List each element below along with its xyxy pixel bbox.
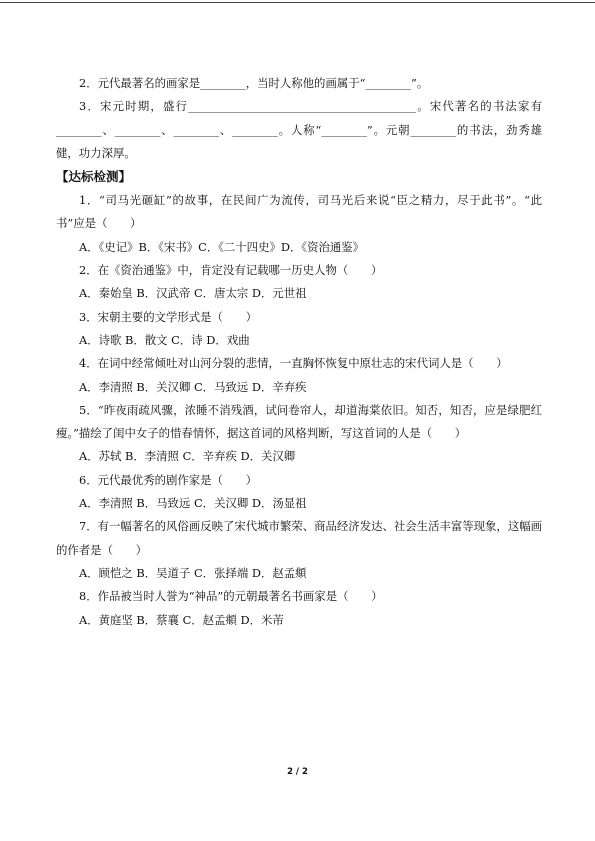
question-3-options: A．诗歌 B．散文 C．诗 D．戏曲	[79, 332, 250, 347]
question-6: 6．元代最优秀的剧作家是（ ）	[79, 472, 258, 487]
section-title: 【达标检测】	[56, 169, 132, 185]
question-1-options: A．《史记》B．《宋书》C．《二十四史》D．《资治通鉴》	[79, 239, 365, 254]
question-1: 1．“司马光砸缸”的故事，在民间广为流传，司马光后来说“臣之精力，尽于此书”。“此书”应是（ ）	[56, 193, 542, 231]
page-content	[56, 72, 542, 632]
question-2: 2．在《资治通鉴》中，肯定没有记载哪一历史人物（ ）	[79, 263, 383, 278]
question-3: 3．宋朝主要的文学形式是（ ）	[79, 309, 258, 324]
fill-in-item-2: 2．元代最著名的画家是________，当时人称他的画属于“________”。	[79, 76, 429, 90]
question-2-options: A．秦始皇 B．汉武帝 C．唐太宗 D．元世祖	[79, 286, 307, 301]
question-8: 8．作品被当时人誉为“神品”的元朝最著名书画家是（ ）	[79, 589, 383, 604]
question-7-options: A．顾恺之 B．吴道子 C．张择端 D．赵孟頫	[79, 565, 307, 580]
fill-in-item-3: 3．宋元时期，盛行________________________________________。宋代著名的书法家有________、________、________、________。人称“________”。元朝________的书法，劲秀雄健，功力深厚。	[56, 99, 542, 160]
question-5: 5．“昨夜雨疏风骤，浓睡不消残酒，试问卷帘人，却道海棠依旧。知否，知否，应是绿肥红瘦。”描绘了闺中女子的惜春情怀，据这首词的风格判断，写这首词的人是（ ）	[56, 402, 542, 441]
question-4: 4．在词中经常倾吐对山河分裂的悲情，一直胸怀恢复中原壮志的宋代词人是（ ）	[79, 356, 508, 371]
question-7: 7．有一幅著名的风俗画反映了宋代城市繁荣、商品经济发达、社会生活丰富等现象，这幅画的作者是（ ）	[56, 519, 542, 557]
question-5-options: A．苏轼 B．李清照 C．辛弃疾 D．关汉卿	[79, 449, 296, 464]
question-6-options: A．李清照 B．马致远 C．关汉卿 D．汤显祖	[79, 496, 307, 511]
page-number: 2 / 2	[287, 767, 308, 777]
question-4-options: A．李清照 B．关汉卿 C．马致远 D．辛弃疾	[79, 379, 307, 394]
question-8-options: A．黄庭坚 B．蔡襄 C．赵孟頫 D．米芾	[79, 612, 284, 627]
page-top-rule	[0, 2, 595, 3]
